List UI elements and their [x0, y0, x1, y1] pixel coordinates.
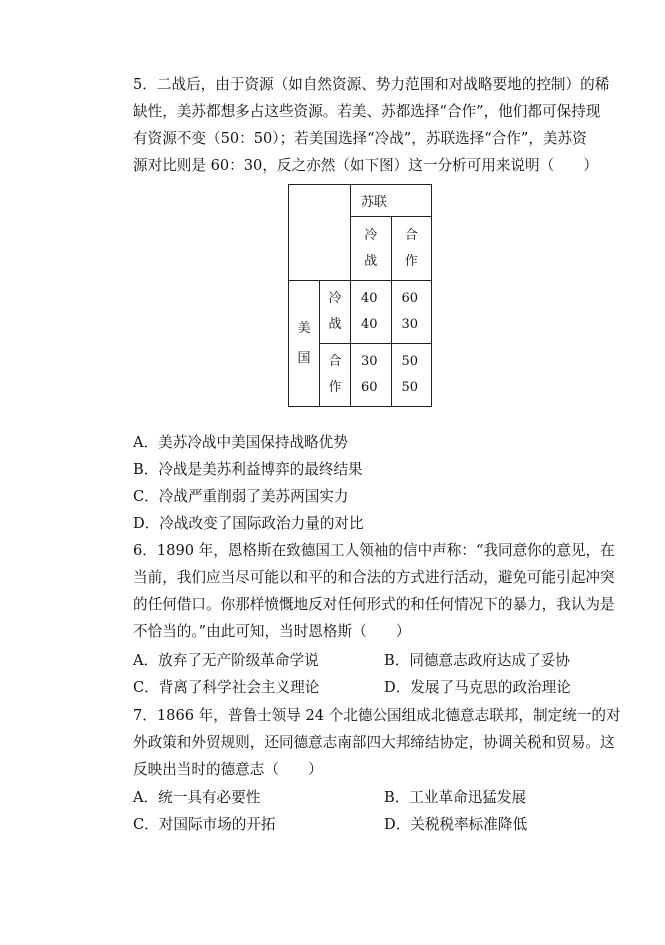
q5-line-3: 有资源不变（50：50）；若美国选择“冷战”，苏联选择“合作”，美苏资 — [133, 130, 587, 147]
q6-line-2: 当前，我们应当尽可能以和平的和合法的方式进行活动，避免可能引起冲突 — [133, 569, 615, 586]
q5-line-4: 源对比则是 60：30，反之亦然（如下图）这一分析可用来说明（ ） — [133, 157, 599, 174]
matrix-cell-coldwar-coldwar: 40 40 — [351, 281, 392, 344]
q7-line-2: 外政策和外贸规则，还同德意志南部四大邦缔结协定，协调关税和贸易。这 — [133, 734, 615, 751]
q7-option-d: D．关税税率标准降低 — [384, 816, 528, 833]
q7-option-c: C．对国际市场的开拓 — [133, 816, 276, 833]
q6-line-3: 的任何借口。你那样愤慨地反对任何形式的和任何情况下的暴力，我认为是 — [133, 596, 615, 613]
q7-line-1: 7．1866 年，普鲁士领导 24 个北德公国组成北德意志联邦，制定统一的对 — [133, 707, 621, 724]
matrix-usa-cooperate: 合 作 — [320, 344, 351, 407]
q6-option-c: C．背离了科学社会主义理论 — [133, 679, 320, 696]
payoff-matrix — [288, 184, 432, 407]
q5-option-d: D．冷战改变了国际政治力量的对比 — [133, 515, 364, 532]
matrix-cell-coldwar-cooperate: 60 30 — [391, 281, 432, 344]
q5-option-b: B．冷战是美苏利益博弈的最终结果 — [133, 461, 363, 478]
q5-line-1: 5．二战后，由于资源（如自然资源、势力范围和对战略要地的控制）的稀 — [133, 76, 610, 93]
matrix-corner-cell — [289, 185, 351, 281]
matrix-ussr-coldwar: 冷 战 — [351, 217, 392, 281]
q5-option-a: A．美苏冷战中美国保持战略优势 — [133, 434, 348, 451]
q6-line-4: 不恰当的。”由此可知，当时恩格斯（ ） — [133, 623, 411, 640]
q6-option-a: A．放弃了无产阶级革命学说 — [133, 652, 319, 669]
q5-line-2: 缺性，美苏都想多占这些资源。若美、苏都选择“合作”，他们都可保持现 — [133, 103, 601, 120]
q6-option-b: B．同德意志政府达成了妥协 — [384, 652, 570, 669]
q7-option-b: B．工业革命迅猛发展 — [384, 789, 527, 806]
q5-option-c: C．冷战严重削弱了美苏两国实力 — [133, 488, 349, 505]
q6-option-d: D．发展了马克思的政治理论 — [384, 679, 571, 696]
matrix-ussr-header: 苏联 — [351, 185, 432, 217]
q7-option-a: A．统一具有必要性 — [133, 789, 261, 806]
matrix-cell-cooperate-cooperate: 50 50 — [391, 344, 432, 407]
matrix-cell-cooperate-coldwar: 30 60 — [351, 344, 392, 407]
matrix-usa-header: 美 国 — [289, 281, 320, 407]
q6-line-1: 6．1890 年，恩格斯在致德国工人领袖的信中声称：“我同意你的意见，在 — [133, 542, 615, 559]
q7-line-3: 反映出当时的德意志（ ） — [133, 761, 323, 778]
matrix-ussr-cooperate: 合 作 — [391, 217, 432, 281]
matrix-usa-coldwar: 冷 战 — [320, 281, 351, 344]
